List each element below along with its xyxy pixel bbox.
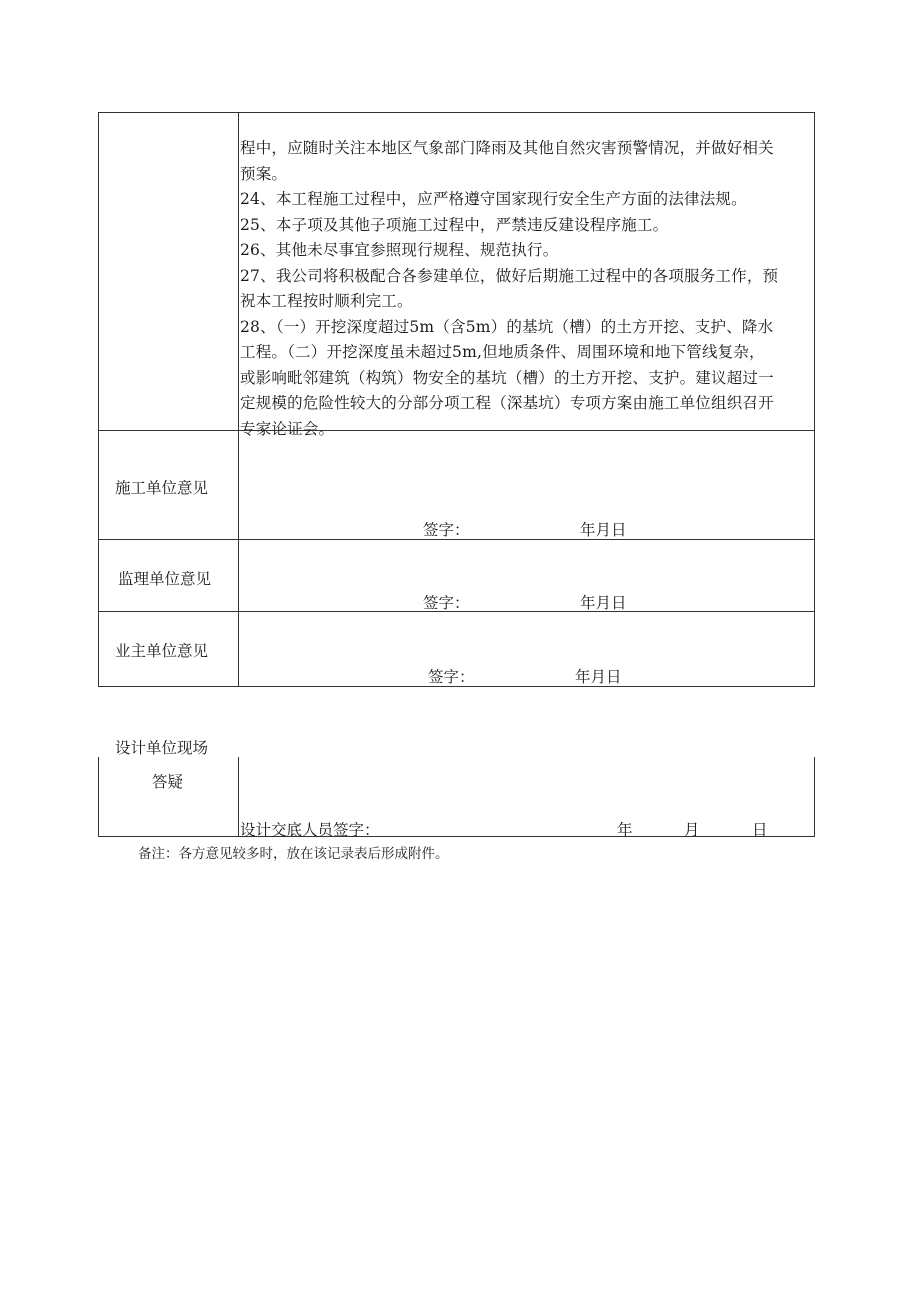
text-line: 程中，应随时关注本地区气象部门降雨及其他自然灾害预警情况，并做好相关 (240, 139, 774, 157)
owner-opinion-label: 业主单位意见 (115, 642, 209, 660)
design-qa-label-line1: 设计单位现场 (115, 739, 209, 757)
text-line: 27、我公司将积极配合各参建单位，做好后期施工过程中的各项服务工作，预 (240, 266, 779, 285)
table-right-border (814, 112, 815, 687)
design-month-label: 月 (684, 821, 700, 839)
owner-sign-label: 签字： (428, 668, 475, 686)
text-line: 定规模的危险性较大的分部分项工程（深基坑）专项方案由施工单位组织召开 (240, 394, 774, 412)
table-left-border (98, 112, 99, 687)
design-right-border (814, 757, 815, 837)
table-column-divider (238, 112, 239, 687)
design-column-divider (238, 757, 239, 837)
design-sign-label: 设计交底人员签字： (240, 821, 380, 839)
text-line: 祝本工程按时顺利完工。 (240, 292, 413, 310)
text-line: 26、其他未尽事宜参照现行规程、规范执行。 (240, 241, 559, 259)
design-bottom-border (98, 836, 815, 837)
supervision-date-label: 年月日 (580, 594, 627, 612)
text-line: 24、本工程施工过程中，应严格遵守国家现行安全生产方面的法律法规。 (240, 190, 747, 208)
design-year-label: 年 (617, 821, 633, 839)
text-line: 工程。（二）开挖深度虽未超过5m,但地质条件、周围环境和地下管线复杂， (240, 343, 765, 361)
construction-opinion-label: 施工单位意见 (115, 479, 209, 497)
text-line: 或影响毗邻建筑（构筑）物安全的基坑（槽）的土方开挖、支护。建议超过一 (240, 368, 774, 387)
requirements-text (240, 136, 814, 442)
construction-sign-label: 签字： (423, 521, 470, 539)
design-day-label: 日 (752, 821, 768, 839)
text-line: 预案。 (240, 164, 288, 183)
design-left-border (98, 757, 99, 837)
supervision-sign-label: 签字： (423, 594, 470, 612)
supervision-opinion-label: 监理单位意见 (118, 570, 212, 588)
footnote: 备注：各方意见较多时，放在该记录表后形成附件。 (138, 846, 449, 862)
table-top-border (98, 112, 815, 113)
owner-date-label: 年月日 (575, 668, 622, 686)
construction-date-label: 年月日 (580, 521, 627, 539)
text-line: 专家论证会。 (240, 419, 335, 438)
text-line: 25、本子项及其他子项施工过程中，严禁违反建设程序施工。 (240, 215, 669, 234)
design-qa-label-line2: 答疑 (152, 773, 184, 791)
text-line: 28、（一）开挖深度超过5m（含5m）的基坑（槽）的土方开挖、支护、降水 (240, 317, 774, 336)
